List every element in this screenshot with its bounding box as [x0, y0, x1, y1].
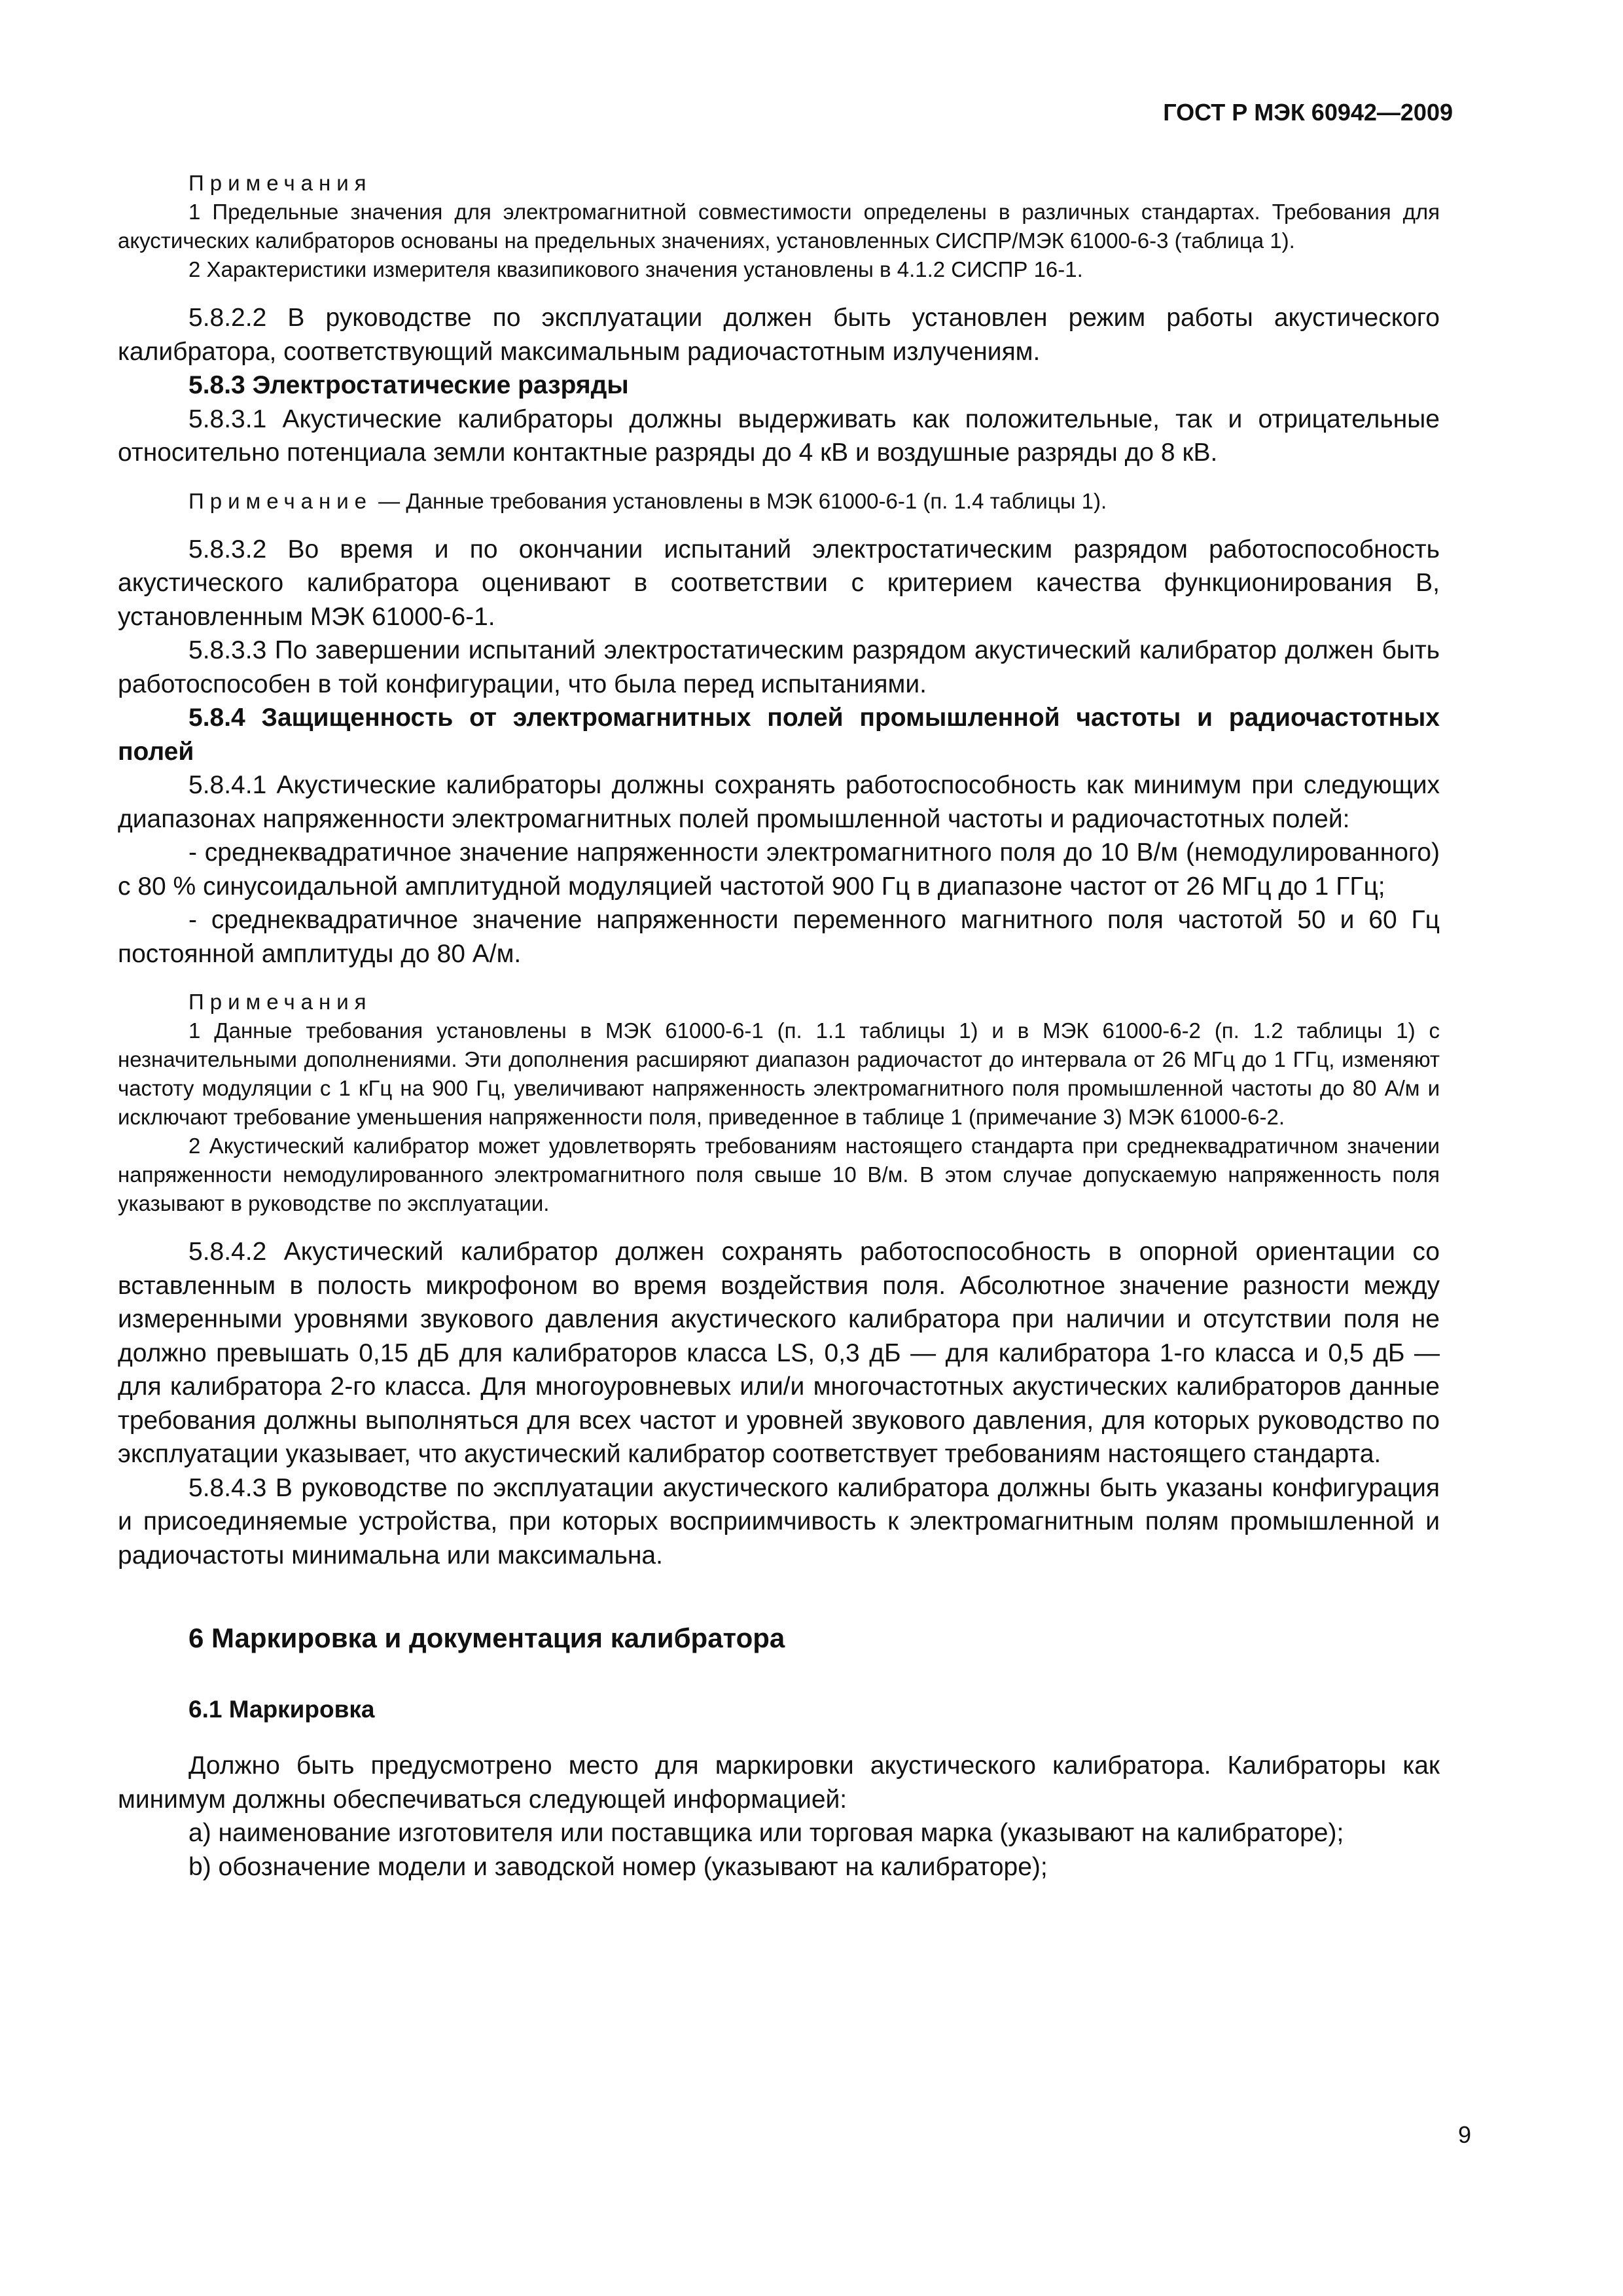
section-heading-6-1: 6.1 Маркировка: [188, 1696, 375, 1723]
note-item: 2 Акустический калибратор может удовлетворять требованиям настоящего стандарта при среднеквадратичном значении напряженности немодулированного электромагнитного поля свыше 10 В/м. В этом случае допускаемую напряженность поля указывают в руководстве по эксплуатации.: [118, 1134, 1440, 1215]
note-text: — Данные требования установлены в МЭК 61000-6-1 (п. 1.4 таблицы 1).: [372, 488, 1107, 513]
note-item: 1 Данные требования установлены в МЭК 61000-6-1 (п. 1.1 таблицы 1) и в МЭК 61000-6-2 (п. 1.2 таблицы 1) с незначительными дополнениями. Эти дополнения расширяют диапазон радиочастот до интервала от 26 МГц до 1 ГГц, изменяют частоту модуляции с 1 кГц на 900 Гц, увеличивают напряженность электромагнитного поля промышленной частоты до 80 А/м и исключают требование уменьшения напряженности поля, приведенное в таблице 1 (примечание 3) МЭК 61000-6-2.: [118, 1018, 1440, 1129]
notes-heading: Примечания: [188, 990, 372, 1014]
page-number: 9: [1457, 2121, 1471, 2148]
page-content: [118, 98, 1453, 1884]
paragraph-5-8-2-2: 5.8.2.2 В руководстве по эксплуатации должен быть установлен режим работы акустического калибратора, соответствующий максимальным радиочастотным излучениям.: [118, 304, 1440, 366]
note-item: 1 Предельные значения для электромагнитной совместимости определены в различных стандартах. Требования для акустических калибраторов основаны на предельных значениях, установленных СИСПР/МЭК 61000-6-3 (таблица 1).: [118, 200, 1440, 253]
paragraph-5-8-3-3: 5.8.3.3 По завершении испытаний электростатическим разрядом акустический калибратор должен быть работоспособен в той конфигурации, что была перед испытаниями.: [118, 636, 1440, 698]
note-item: 2 Характеристики измерителя квазипикового значения установлены в 4.1.2 СИСПР 16-1.: [188, 257, 1083, 281]
paragraph-5-8-4-1: 5.8.4.1 Акустические калибраторы должны сохранять работоспособность как минимум при следующих диапазонах напряженности электромагнитных полей промышленной частоты и радиочастотных полей:: [118, 771, 1440, 833]
list-item-a: а) наименование изготовителя или поставщика или торговая марка (указывают на калибраторе);: [188, 1819, 1344, 1847]
section-heading-6: 6 Маркировка и документация калибратора: [188, 1623, 785, 1653]
paragraph-5-8-3-1: 5.8.3.1 Акустические калибраторы должны выдерживать как положительные, так и отрицательные относительно потенциала земли контактные разряды до 4 кВ и воздушные разряды до 8 кВ.: [118, 404, 1440, 467]
note-label: Примечание: [188, 488, 373, 513]
section-heading-5-8-3: 5.8.3 Электростатические разряды: [188, 371, 629, 399]
list-item-b: b) обозначение модели и заводской номер (указывают на калибраторе);: [188, 1852, 1048, 1881]
note-single: [118, 487, 1440, 516]
paragraph-5-8-4-3: 5.8.4.3 В руководстве по эксплуатации акустического калибратора должны быть указаны конфигурация и присоединяемые устройства, при которых восприимчивость к электромагнитным полям промышленной и радиочастоты минимальна или максимальна.: [118, 1473, 1440, 1570]
section-heading-5-8-4: 5.8.4 Защищенность от электромагнитных полей промышленной частоты и радиочастотных полей: [118, 704, 1440, 766]
paragraph-6-1: Должно быть предусмотрено место для маркировки акустического калибратора. Калибраторы как минимум должны обеспечиваться следующей информацией:: [118, 1751, 1440, 1814]
list-item: - среднеквадратичное значение напряженности переменного магнитного поля частотой 50 и 60 Гц постоянной амплитуды до 80 А/м.: [118, 906, 1440, 968]
paragraph-5-8-4-2: 5.8.4.2 Акустический калибратор должен сохранять работоспособность в опорной ориентации со вставленным в полость микрофоном во время воздействия поля. Абсолютное значение разности между измеренными уровнями звукового давления акустического калибратора при наличии и отсутствии поля не должно превышать 0,15 дБ для калибраторов класса LS, 0,3 дБ — для калибратора 1-го класса и 0,5 дБ — для калибратора 2-го класса. Для многоуровневых или/и многочастотных акустических калибраторов данные требования должны выполняться для всех частот и уровней звукового давления, для которых руководство по эксплуатации указывает, что акустический калибратор соответствует требованиям настоящего стандарта.: [118, 1238, 1440, 1468]
notes-heading: Примечания: [188, 171, 372, 195]
document-header: ГОСТ Р МЭК 60942—2009: [1163, 99, 1453, 126]
list-item: - среднеквадратичное значение напряженности электромагнитного поля до 10 В/м (немодулированного) с 80 % синусоидальной амплитудной модуляцией частотой 900 Гц в диапазоне частот от 26 МГц до 1 ГГц;: [118, 838, 1440, 901]
paragraph-5-8-3-2: 5.8.3.2 Во время и по окончании испытаний электростатическим разрядом работоспособность акустического калибратора оценивают в соответствии с критерием качества функционирования В, установленным МЭК 61000-6-1.: [118, 535, 1440, 631]
